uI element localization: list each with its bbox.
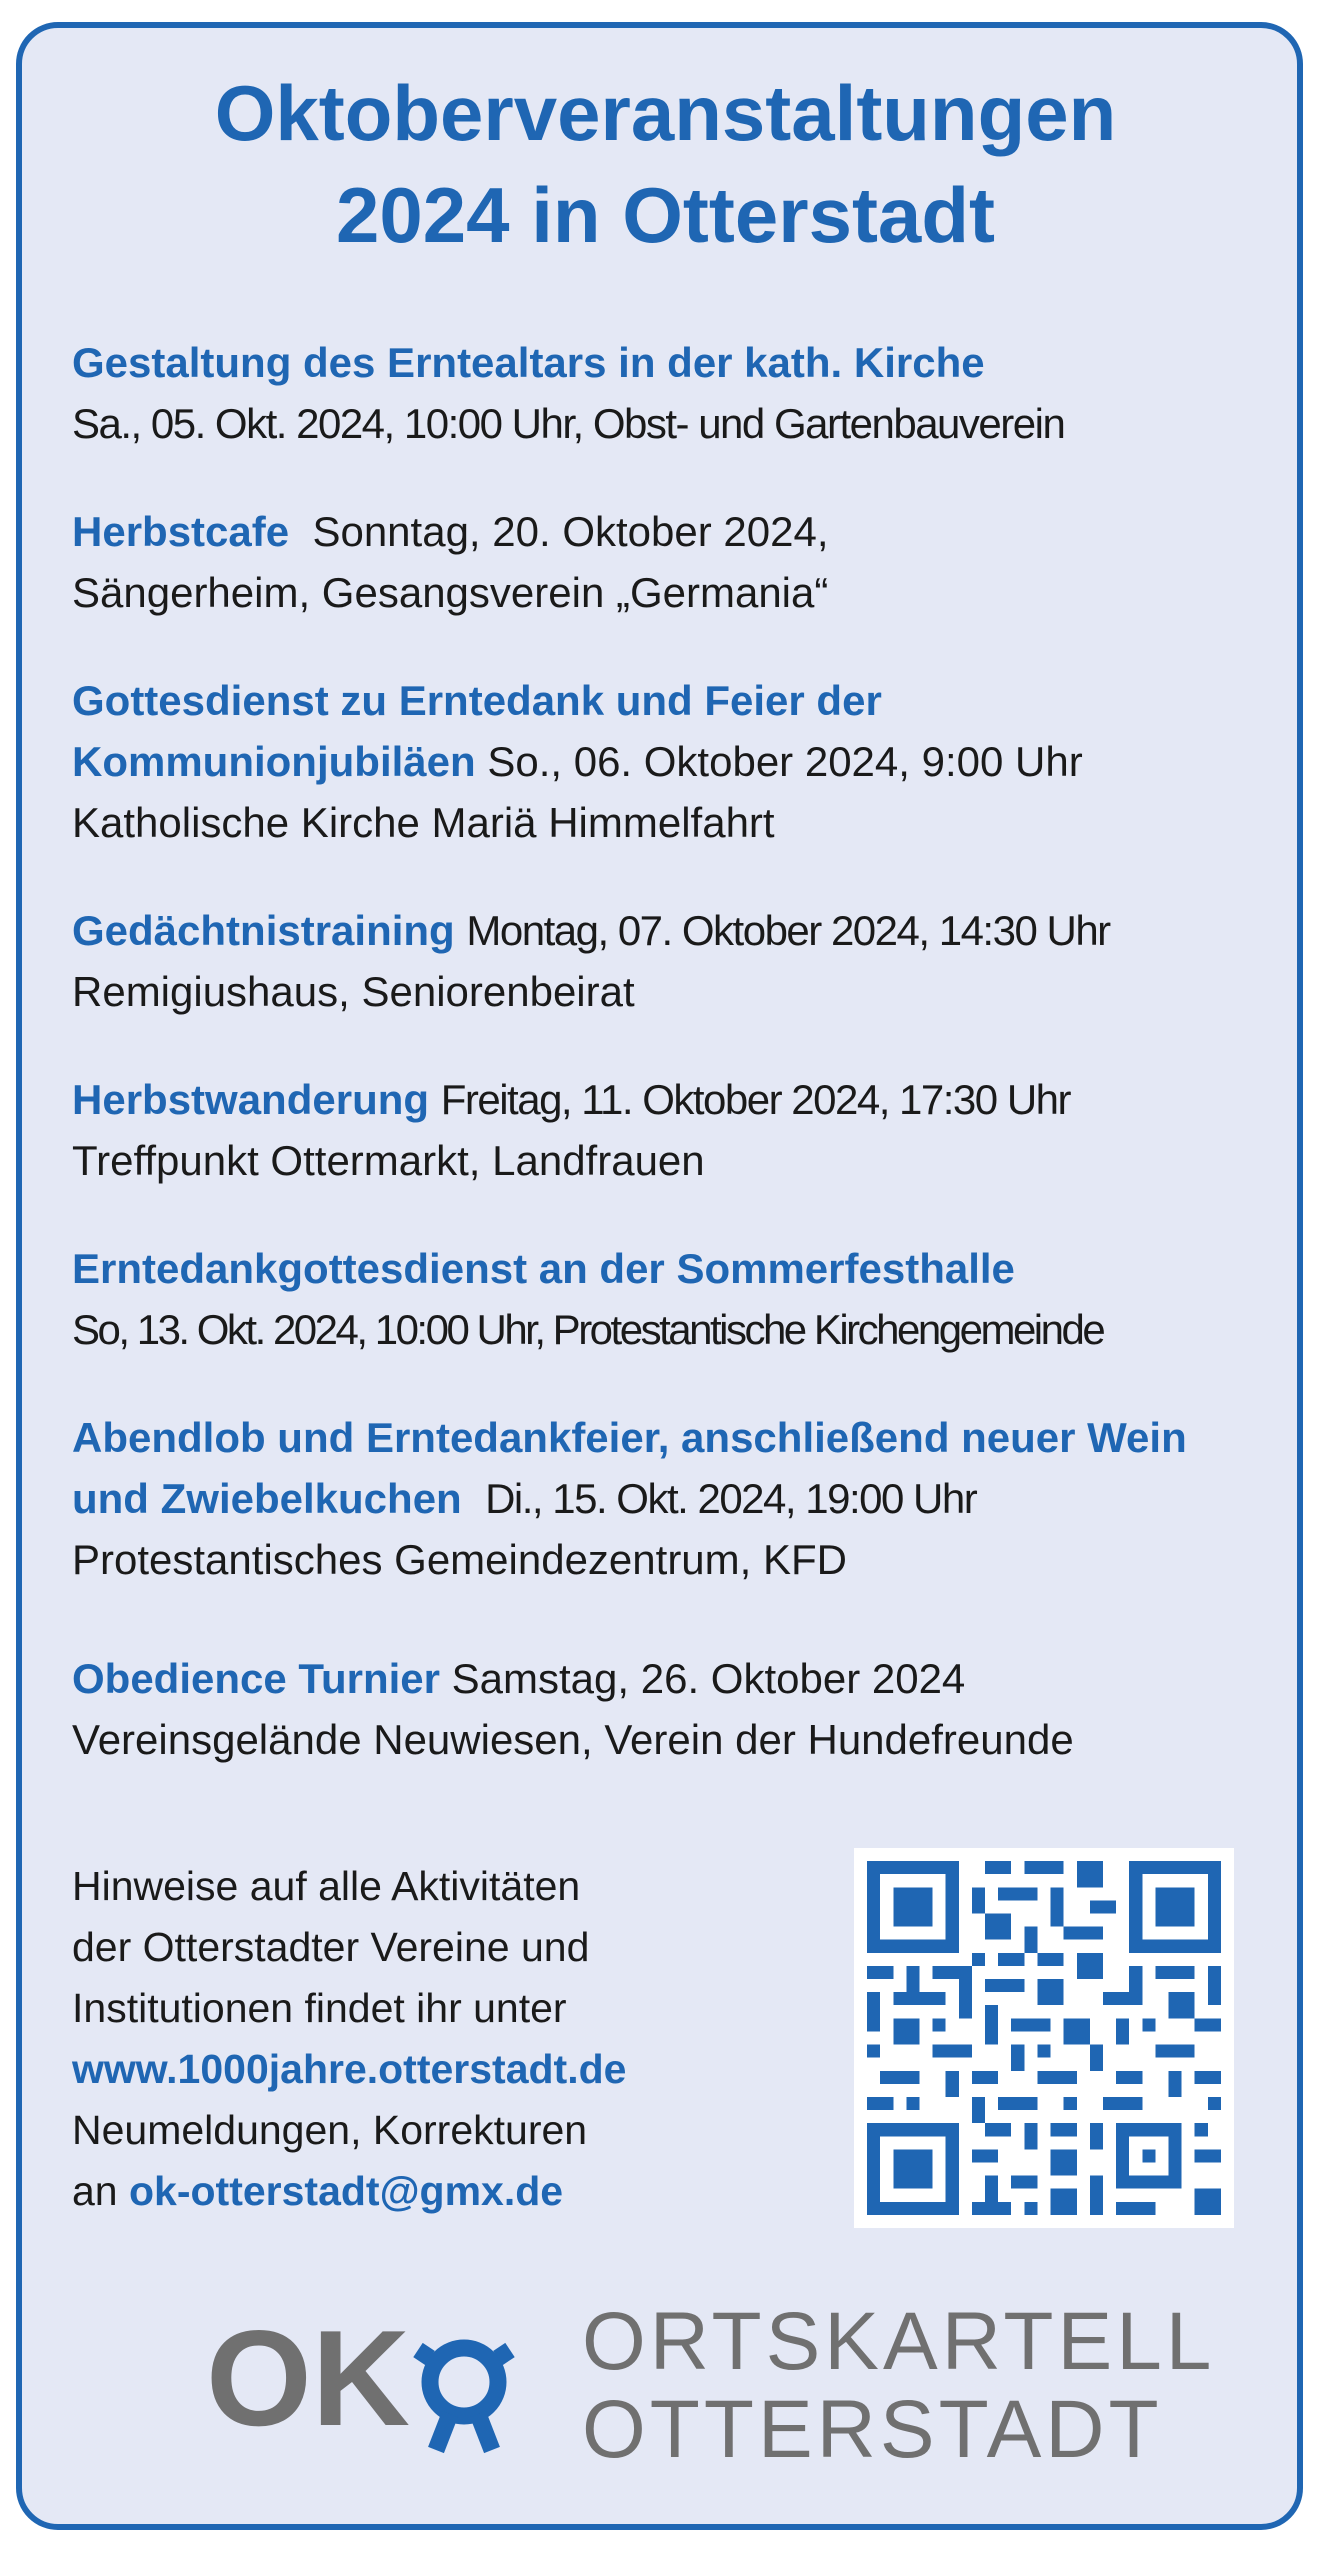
logo-line-1: ORTSKARTELL <box>582 2296 1216 2387</box>
logo-text <box>582 2298 1215 2474</box>
event-details: Sa., 05. Okt. 2024, 10:00 Uhr, Obst- und Gartenbauverein <box>72 400 1065 447</box>
event-name: Herbstcafe <box>72 508 290 555</box>
event-date: Freitag, 11. Oktober 2024, 17:30 Uhr <box>440 1076 1070 1123</box>
event-name: Abendlob und Erntedankfeier, anschließend neuer Wein und Zwiebelkuchen <box>72 1414 1187 1522</box>
event-list <box>72 332 1272 1817</box>
event-details: Katholische Kirche Mariä Himmelfahrt <box>72 799 775 846</box>
event-item <box>72 1407 1272 1590</box>
event-date: Montag, 07. Oktober 2024, 14:30 Uhr <box>466 907 1110 954</box>
event-details: Vereinsgelände Neuwiesen, Verein der Hundefreunde <box>72 1716 1074 1763</box>
email-link[interactable]: ok-otterstadt@gmx.de <box>129 2168 564 2214</box>
event-date: Samstag, 26. Oktober 2024 <box>451 1655 966 1702</box>
hint-line: Institutionen findet ihr unter <box>72 1985 567 2031</box>
title-line-1: Oktoberveranstaltungen <box>214 69 1117 157</box>
event-name: Obedience Turnier <box>72 1655 440 1702</box>
page-title <box>0 62 1331 266</box>
hint-block <box>72 1856 792 2222</box>
event-item <box>72 900 1272 1022</box>
event-date: Sonntag, 20. Oktober 2024, <box>312 508 829 555</box>
event-item <box>72 1648 1272 1770</box>
logo-mark-text: OK <box>206 2302 410 2454</box>
hint-line: der Otterstadter Vereine und <box>72 1924 590 1970</box>
logo-line-2: OTTERSTADT <box>582 2384 1163 2475</box>
title-line-2: 2024 in Otterstadt <box>336 171 995 259</box>
qr-code-icon[interactable] <box>854 1848 1234 2228</box>
event-date: Di., 15. Okt. 2024, 19:00 Uhr <box>485 1475 977 1522</box>
event-name: Gottesdienst zu Erntedank und Feier der Kommunionjubiläen <box>72 677 882 785</box>
event-item <box>72 501 1272 623</box>
event-name: Erntedankgottesdienst an der Sommerfesthalle <box>72 1245 1015 1292</box>
event-details: Treffpunkt Ottermarkt, Landfrauen <box>72 1137 705 1184</box>
event-details: So, 13. Okt. 2024, 10:00 Uhr, Protestantische Kirchengemeinde <box>72 1306 1104 1353</box>
event-name: Gestaltung des Erntealtars in der kath. Kirche <box>72 339 985 386</box>
event-item <box>72 1069 1272 1191</box>
email-prefix: an <box>72 2168 118 2214</box>
ortskartell-logo-icon <box>206 2300 536 2460</box>
event-details: Sängerheim, Gesangsverein „Germania“ <box>72 569 829 616</box>
event-details: Remigiushaus, Seniorenbeirat <box>72 968 635 1015</box>
event-item <box>72 332 1272 454</box>
hint-line: Hinweise auf alle Aktivitäten <box>72 1863 581 1909</box>
event-item <box>72 670 1272 853</box>
website-link[interactable]: www.1000jahre.otterstadt.de <box>72 2046 627 2092</box>
hint-line: Neumeldungen, Korrekturen <box>72 2107 588 2153</box>
event-details: Protestantisches Gemeindezentrum, KFD <box>72 1536 847 1583</box>
event-date: So., 06. Oktober 2024, 9:00 Uhr <box>487 738 1083 785</box>
event-name: Herbstwanderung <box>72 1076 430 1123</box>
event-name: Gedächtnistraining <box>72 907 455 954</box>
event-item <box>72 1238 1272 1360</box>
